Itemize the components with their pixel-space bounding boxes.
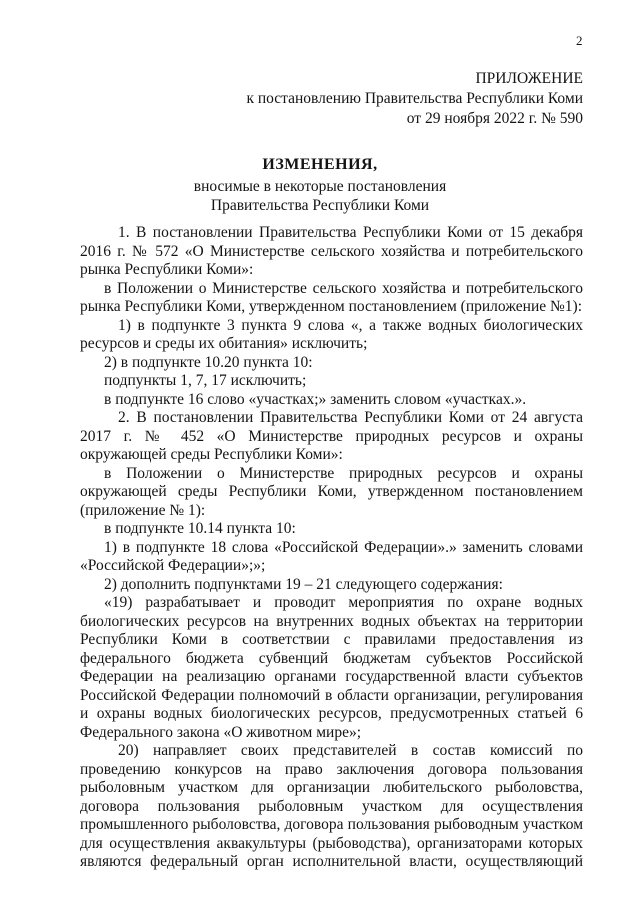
document-body (80, 224, 583, 872)
paragraph: в подпункте 10.14 пункта 10: (104, 520, 296, 537)
paragraph: в подпункте 16 слово «участках;» заменить словом «участках.». (104, 390, 527, 408)
paragraph: 1) в подпункте 3 пункта 9 слова «, а также водных биологических ресурсов и среды их обитания» исключить; (80, 316, 583, 352)
paragraph: 2) в подпункте 10.20 пункта 10: (104, 353, 313, 371)
paragraph: в Положении о Министерстве природных ресурсов и охраны окружающей среды Республики Коми, утвержденном постановлением (приложение № 1): (80, 464, 583, 519)
document-subtitle: вносимые в некоторые постановления (193, 178, 447, 195)
paragraph: в Положении о Министерстве сельского хозяйства и потребительского рынка Республики Коми, утвержденном постановлением (приложение №1): (80, 279, 583, 315)
document-subtitle-2: Правительства Республики Коми (210, 197, 430, 214)
appendix-header (246, 69, 583, 129)
document-title (0, 155, 640, 215)
paragraph: 1) в подпункте 18 слова «Российской Федерации».» заменить словами «Российской Федерации»;»; (80, 538, 583, 574)
paragraph: «19) разрабатывает и проводит мероприятия по охране водных биологических ресурсов на внутренних водных объектах на территории Республики Коми в соответствии с правилами предоставления из федерального бюджета субвенций бюджетам субъектов Российской Федерации на реализацию органами государственной власти субъектов Российской Федерации полномочий в области организации, регулирования и охраны водных биологических ресурсов, предусмотренных статьей 6 Федерального закона «О животном мире»; (80, 594, 583, 741)
paragraph: 1. В постановлении Правительства Республики Коми от 15 декабря 2016 г. № 572 «О Министерстве сельского хозяйства и потребительского рынка Республики Коми»: (80, 224, 583, 278)
paragraph: 2) дополнить подпунктами 19 – 21 следующего содержания: (104, 575, 503, 593)
document-heading: ИЗМЕНЕНИЯ, (262, 156, 378, 173)
appendix-reference: к постановлению Правительства Республики Коми (246, 90, 583, 107)
paragraph: 20) направляет своих представителей в состав комиссий по проведению конкурсов на право заключения договора пользования рыболовным участком для организации любительского рыболовства, договора пользования рыболовным участком для осуществления промышленного рыболовства, договора пользования рыбоводным участком для осуществления аквакультуры (рыбоводства), организаторами которых являются федеральный орган исполнительной власти, осуществляющий (80, 742, 583, 870)
appendix-date: от 29 ноября 2022 г. № 590 (406, 110, 583, 127)
paragraph: 2. В постановлении Правительства Республики Коми от 24 августа 2017 г. № 452 «О Министерстве природных ресурсов и охраны окружающей среды Республики Коми»: (80, 409, 583, 463)
appendix-title: ПРИЛОЖЕНИЕ (475, 70, 583, 87)
page-number: 2 (576, 33, 583, 48)
paragraph: подпункты 1, 7, 17 исключить; (104, 372, 307, 389)
